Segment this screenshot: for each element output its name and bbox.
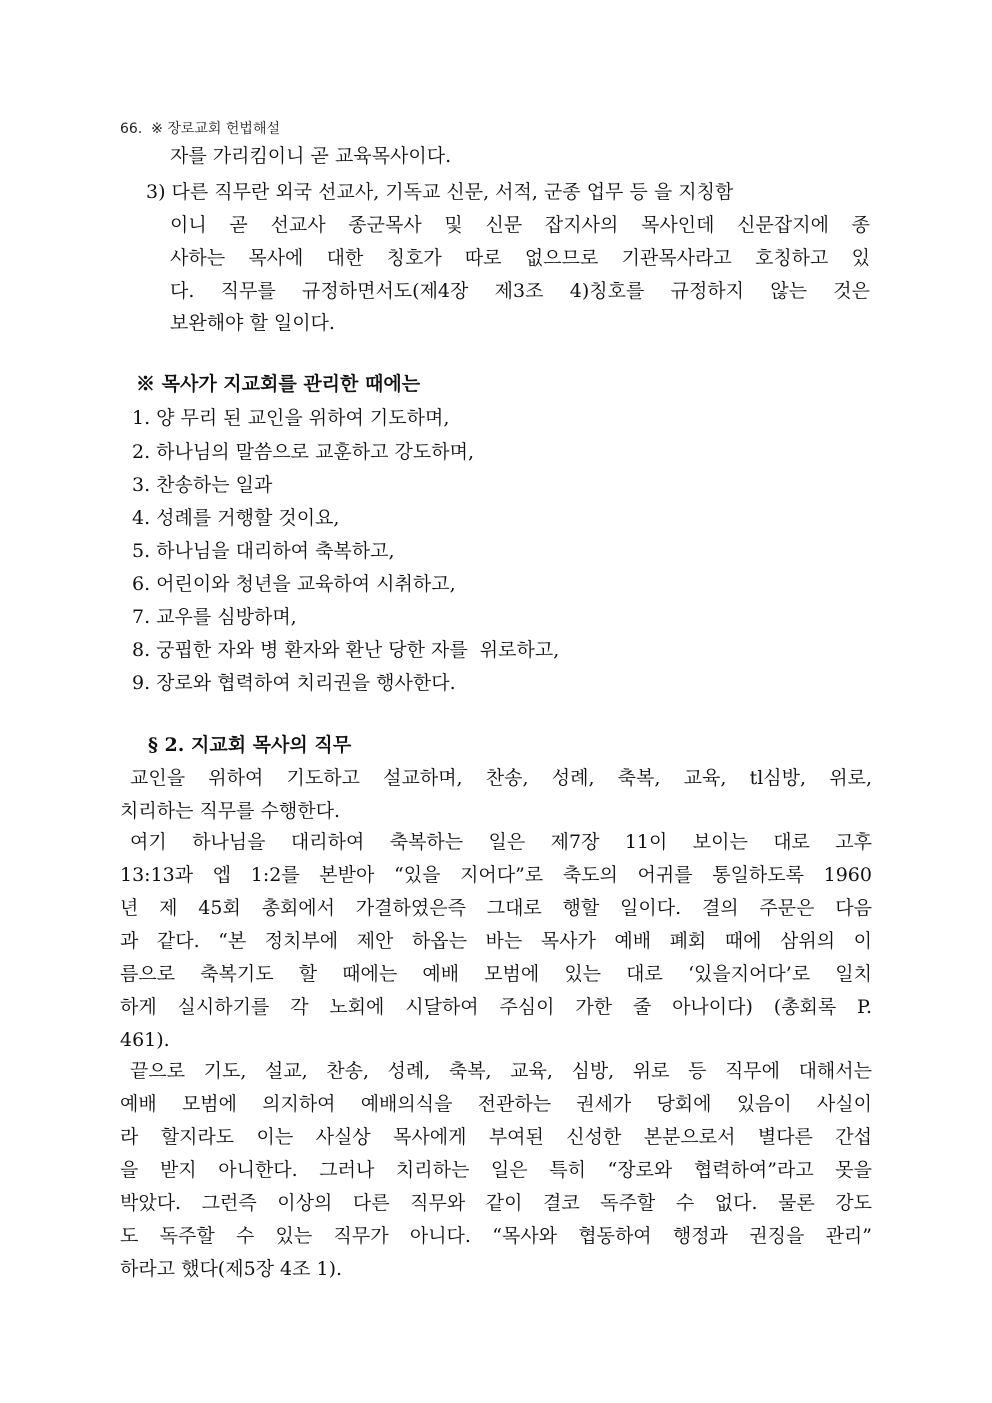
- para2-line-6: 하게 실시하기를 각 노회에 시달하여 주심이 가한 줄 아나이다) (총회록 P.: [120, 996, 872, 1018]
- para2-line-3: 년 제 45회 총회에서 가결하였은즉 그대로 행할 일이다. 결의 주문은 다음: [120, 897, 872, 919]
- para3-line-3: 라 할지라도 이는 사실상 목사에게 부여된 신성한 본분으로서 별다른 간섭: [120, 1126, 872, 1148]
- item3-line-3: 사하는 목사에 대한 칭호가 따로 없으므로 기관목사라고 호칭하고 있: [170, 247, 870, 269]
- para2-line-4: 과 같다. “본 정치부에 제안 하옵는 바는 목사가 예배 폐회 때에 삼위의 이: [120, 930, 872, 952]
- list-item: 8. 궁핍한 자와 병 환자와 환난 당한 자를 위로하고,: [132, 639, 560, 661]
- page-number: 66.: [120, 121, 143, 137]
- para3-line-7: 하라고 했다(제5장 4조 1).: [120, 1258, 343, 1280]
- para3-line-6: 도 독주할 수 있는 직무가 아니다. “목사와 협동하여 행정과 권징을 관리”: [120, 1225, 872, 1247]
- para2-line-5: 름으로 축복기도 할 때에는 예배 모범에 있는 대로 ‘있을지어다’로 일치: [120, 963, 872, 985]
- item3-line-4: 다. 직무를 규정하면서도(제4장 제3조 4)칭호를 규정하지 않는 것은: [170, 280, 870, 302]
- para2-line-7: 461).: [120, 1029, 170, 1051]
- list-item: 4. 성례를 거행할 것이요,: [132, 507, 340, 529]
- item3-line-5: 보완해야 할 일이다.: [170, 312, 335, 334]
- list-item: 2. 하나님의 말씀으로 교훈하고 강도하며,: [132, 441, 474, 463]
- list-item: 1. 양 무리 된 교인을 위하여 기도하며,: [132, 407, 450, 429]
- list-item: 5. 하나님을 대리하여 축복하고,: [132, 540, 395, 562]
- para3-line-1: 끝으로 기도, 설교, 찬송, 성례, 축복, 교육, 심방, 위로 등 직무에 대해서는: [130, 1060, 872, 1082]
- section2-heading: § 2. 지교회 목사의 직무: [148, 734, 352, 756]
- list-item: 6. 어린이와 청년을 교육하여 시취하고,: [132, 573, 456, 595]
- list-item: 7. 교우를 심방하며,: [132, 606, 297, 628]
- para1-line-2: 치리하는 직무를 수행한다.: [120, 800, 341, 822]
- list-item: 9. 장로와 협력하여 치리권을 행사한다.: [132, 672, 456, 694]
- page-header: [120, 118, 280, 138]
- note-heading: ※ 목사가 지교회를 관리한 때에는: [136, 373, 421, 395]
- para3-line-4: 을 받지 아니한다. 그러나 치리하는 일은 특히 “장로와 협력하여”라고 못을: [120, 1159, 872, 1181]
- item3-line-2: 이니 곧 선교사 종군목사 및 신문 잡지사의 목사인데 신문잡지에 종: [170, 214, 870, 236]
- para2-line-1: 여기 하나님을 대리하여 축복하는 일은 제7장 11이 보이는 대로 고후: [130, 831, 872, 853]
- para3-line-2: 예배 모범에 의지하여 예배의식을 전관하는 권세가 당회에 있음이 사실이: [120, 1093, 872, 1115]
- continuation-line: 자를 가리킴이니 곧 교육목사이다.: [170, 145, 452, 167]
- list-item: 3. 찬송하는 일과: [132, 474, 273, 496]
- para3-line-5: 박았다. 그런즉 이상의 다른 직무와 같이 결코 독주할 수 없다. 물론 강도: [120, 1192, 872, 1214]
- running-title: ※ 장로교회 헌법해설: [151, 121, 280, 137]
- item3-line-1: 3) 다른 직무란 외국 선교사, 기독교 신문, 서적, 군종 업무 등 을 지칭함: [146, 181, 734, 203]
- para2-line-2: 13:13과 엡 1:2를 본받아 “있을 지어다”로 축도의 어귀를 통일하도록 1960: [120, 864, 872, 886]
- para1-line-1: 교인을 위하여 기도하고 설교하며, 찬송, 성례, 축복, 교육, tl심방, 위로,: [130, 767, 872, 789]
